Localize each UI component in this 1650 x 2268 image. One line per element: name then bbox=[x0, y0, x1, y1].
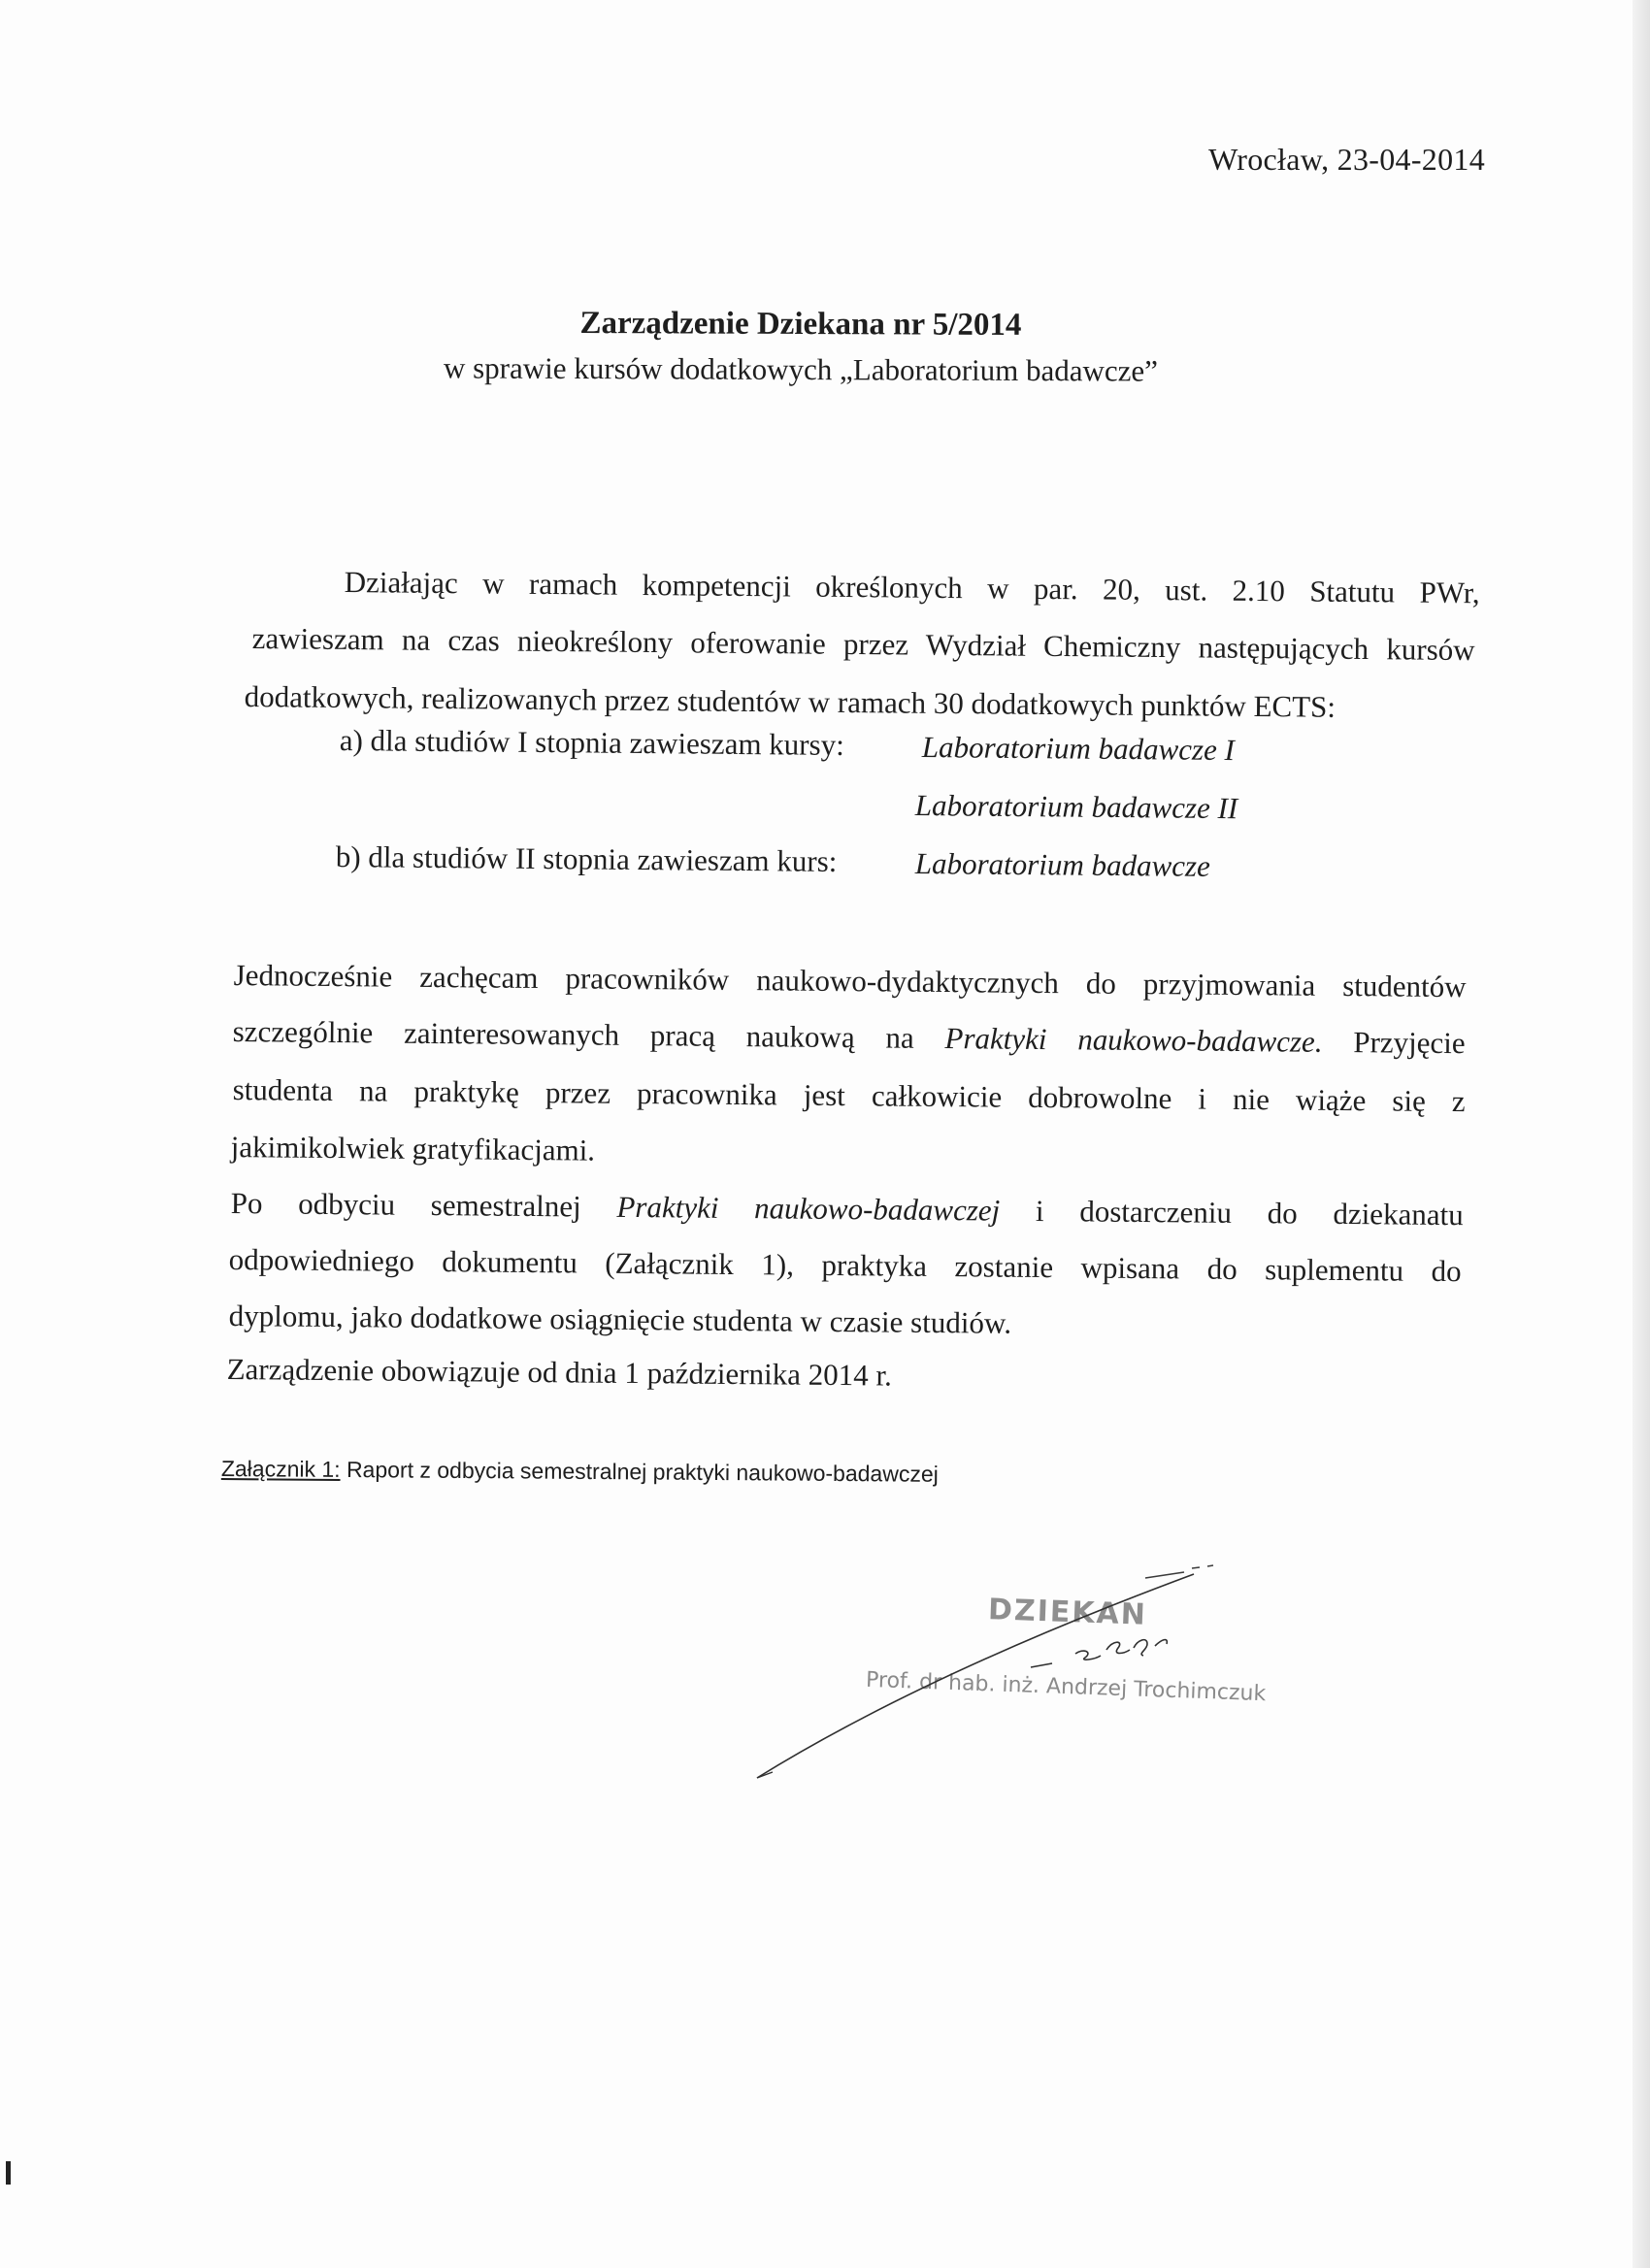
paragraph3-line-4: Zarządzenie obowiązuje od dnia 1 października 2014 r. bbox=[226, 1351, 893, 1393]
praktyki-term-2: Praktyki naukowo-badawczej bbox=[616, 1189, 1001, 1228]
course-b-label: b) dla studiów II stopnia zawieszam kurs: bbox=[335, 839, 838, 878]
paragraph2-line-1: Jednocześnie zachęcam pracowników naukowo-dydaktycznych do przyjmowania studentów bbox=[233, 957, 1467, 1004]
intro-line-1: Działając w ramach kompetencji określonych w par. 20, ust. 2.10 Statutu PWr, bbox=[344, 564, 1480, 610]
paragraph3-line-1: Po odbyciu semestralnej Praktyki naukowo-badawczej i dostarczeniu do dziekanatu bbox=[230, 1185, 1464, 1233]
annex-label: Załącznik 1: bbox=[220, 1456, 341, 1482]
course-a-item-2: Laboratorium badawcze II bbox=[914, 788, 1238, 826]
course-b-item-1: Laboratorium badawcze bbox=[914, 846, 1210, 883]
signature-mark bbox=[738, 1553, 1242, 1786]
dean-stamp bbox=[738, 1553, 1267, 1786]
annex-note bbox=[221, 1456, 939, 1488]
stamp-name: Prof. dr hab. inż. Andrzej Trochimczuk bbox=[865, 1667, 1267, 1707]
document-title: Zarządzenie Dziekana nr 5/2014 bbox=[579, 306, 1022, 343]
course-a-label: a) dla studiów I stopnia zawieszam kursy: bbox=[339, 723, 844, 762]
annex-text: Raport z odbycia semestralnej praktyki naukowo-badawczej bbox=[346, 1457, 939, 1487]
scan-edge bbox=[1633, 0, 1650, 2268]
paragraph3-line-2: odpowiedniego dokumentu (Załącznik 1), praktyka zostanie wpisana do suplementu do bbox=[228, 1241, 1462, 1289]
paragraph2-line-3: studenta na praktykę przez pracownika jest całkowicie dobrowolne i nie wiąże się z bbox=[232, 1071, 1466, 1119]
stamp-title: DZIEKAN bbox=[987, 1593, 1148, 1632]
course-a-item-1: Laboratorium badawcze I bbox=[921, 730, 1236, 768]
praktyki-term: Praktyki naukowo-badawcze. bbox=[944, 1021, 1323, 1059]
place-date: Wrocław, 23-04-2014 bbox=[1208, 142, 1485, 177]
paragraph2-line-4: jakimikolwiek gratyfikacjami. bbox=[230, 1129, 596, 1167]
paragraph3-line-3: dyplomu, jako dodatkowe osiągnięcie studenta w czasie studiów. bbox=[228, 1298, 1012, 1340]
intro-line-2: zawieszam na czas nieokreślony oferowanie przez Wydział Chemiczny następujących kursów bbox=[251, 620, 1475, 668]
paragraph2-line-2: szczególnie zainteresowanych pracą naukową na Praktyki naukowo-badawcze. Przyjęcie bbox=[232, 1013, 1466, 1061]
intro-line-3: dodatkowych, realizowanych przez studentów w ramach 30 dodatkowych punktów ECTS: bbox=[244, 678, 1336, 724]
scan-mark bbox=[6, 2161, 11, 2185]
document-subtitle: w sprawie kursów dodatkowych „Laboratorium badawcze” bbox=[443, 350, 1159, 388]
